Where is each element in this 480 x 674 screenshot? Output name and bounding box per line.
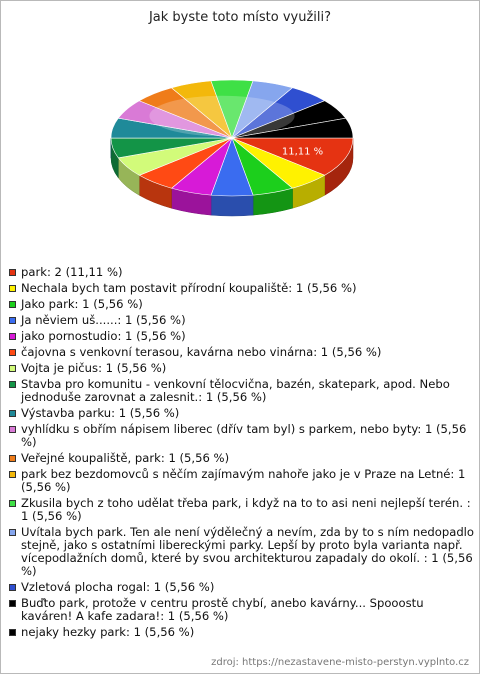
legend-label: Buďto park, protože v centru prostě chybí, anebo kavárny... Spooostu kaváren! A kafe zadara!: 1 (5,56 %) — [21, 596, 424, 623]
legend-label: Zkusila bych z toho udělat třeba park, i když na to to asi neni nejlepší terén. : 1 (5,56 %) — [21, 496, 471, 523]
legend-swatch — [9, 381, 16, 388]
legend-label: jako pornostudio: 1 (5,56 %) — [21, 329, 186, 343]
legend-swatch — [9, 285, 16, 292]
legend-label: Nechala bych tam postavit přírodní koupaliště: 1 (5,56 %) — [21, 281, 357, 295]
legend-item — [9, 362, 475, 375]
legend-label: Výstavba parku: 1 (5,56 %) — [21, 406, 180, 420]
legend-swatch — [9, 269, 16, 276]
source-note: zdroj: https://nezastavene-misto-perstyn.vyplnto.cz — [211, 657, 469, 668]
legend-item — [9, 407, 475, 420]
legend-item — [9, 282, 475, 295]
pie-gloss — [149, 96, 294, 137]
legend-label: nejaky hezky park: 1 (5,56 %) — [21, 625, 195, 639]
legend-swatch — [9, 500, 16, 507]
legend-swatch — [9, 333, 16, 340]
legend-swatch — [9, 471, 16, 478]
legend-swatch — [9, 629, 16, 636]
legend-swatch — [9, 426, 16, 433]
legend-swatch — [9, 600, 16, 607]
legend-label: čajovna s venkovní terasou, kavárna nebo vinárna: 1 (5,56 %) — [21, 345, 382, 359]
legend-item — [9, 526, 475, 578]
pie-slice-label: 11,11 % — [281, 146, 324, 158]
legend-label: Vzletová plocha rogal: 1 (5,56 %) — [21, 580, 215, 594]
legend-label: Veřejné koupaliště, park: 1 (5,56 %) — [21, 451, 230, 465]
legend-label: Vojta je pičus: 1 (5,56 %) — [21, 361, 167, 375]
legend-item — [9, 597, 475, 623]
legend-item — [9, 423, 475, 449]
legend-item — [9, 330, 475, 343]
legend-item — [9, 378, 475, 404]
legend-swatch — [9, 317, 16, 324]
legend-swatch — [9, 410, 16, 417]
pie-slice-side-4 — [211, 195, 253, 216]
legend-label: Jako park: 1 (5,56 %) — [21, 297, 143, 311]
legend-swatch — [9, 301, 16, 308]
pie-chart — [1, 1, 479, 261]
chart-title: Jak byste toto místo využili? — [148, 10, 332, 25]
legend-item — [9, 626, 475, 639]
legend-swatch — [9, 529, 16, 536]
legend-swatch — [9, 455, 16, 462]
legend-item — [9, 581, 475, 594]
legend-swatch — [9, 349, 16, 356]
legend-item — [9, 497, 475, 523]
legend-item — [9, 266, 475, 279]
legend-item — [9, 314, 475, 327]
legend-swatch — [9, 365, 16, 372]
legend — [9, 266, 475, 642]
legend-item — [9, 298, 475, 311]
legend-label: Stavba pro komunitu - venkovní tělocvična, bazén, skatepark, apod. Nebo jednoduše zarovnat a zalesnit.: 1 (5,56 %) — [21, 377, 450, 404]
legend-label: park: 2 (11,11 %) — [21, 265, 123, 279]
legend-label: Uvítala bych park. Ten ale není výdělečný a nevím, zda by to s ním nedopadlo stejně, jako s ostatními libereckými parky. Lepší by proto byla varianta např. vícepodlažních domů, které by svou architekturou zapadaly do okolí. : 1 (5,56 %) — [21, 525, 474, 578]
legend-item — [9, 346, 475, 359]
legend-item — [9, 468, 475, 494]
legend-swatch — [9, 584, 16, 591]
legend-item — [9, 452, 475, 465]
legend-label: park bez bezdomovců s něčím zajímavým nahoře jako je v Praze na Letné: 1 (5,56 %) — [21, 467, 466, 494]
legend-label: Ja něviem uš......: 1 (5,56 %) — [21, 313, 186, 327]
legend-label: vyhlídku s obřím nápisem liberec (dřív tam byl) s parkem, nebo byty: 1 (5,56 %) — [21, 422, 467, 449]
